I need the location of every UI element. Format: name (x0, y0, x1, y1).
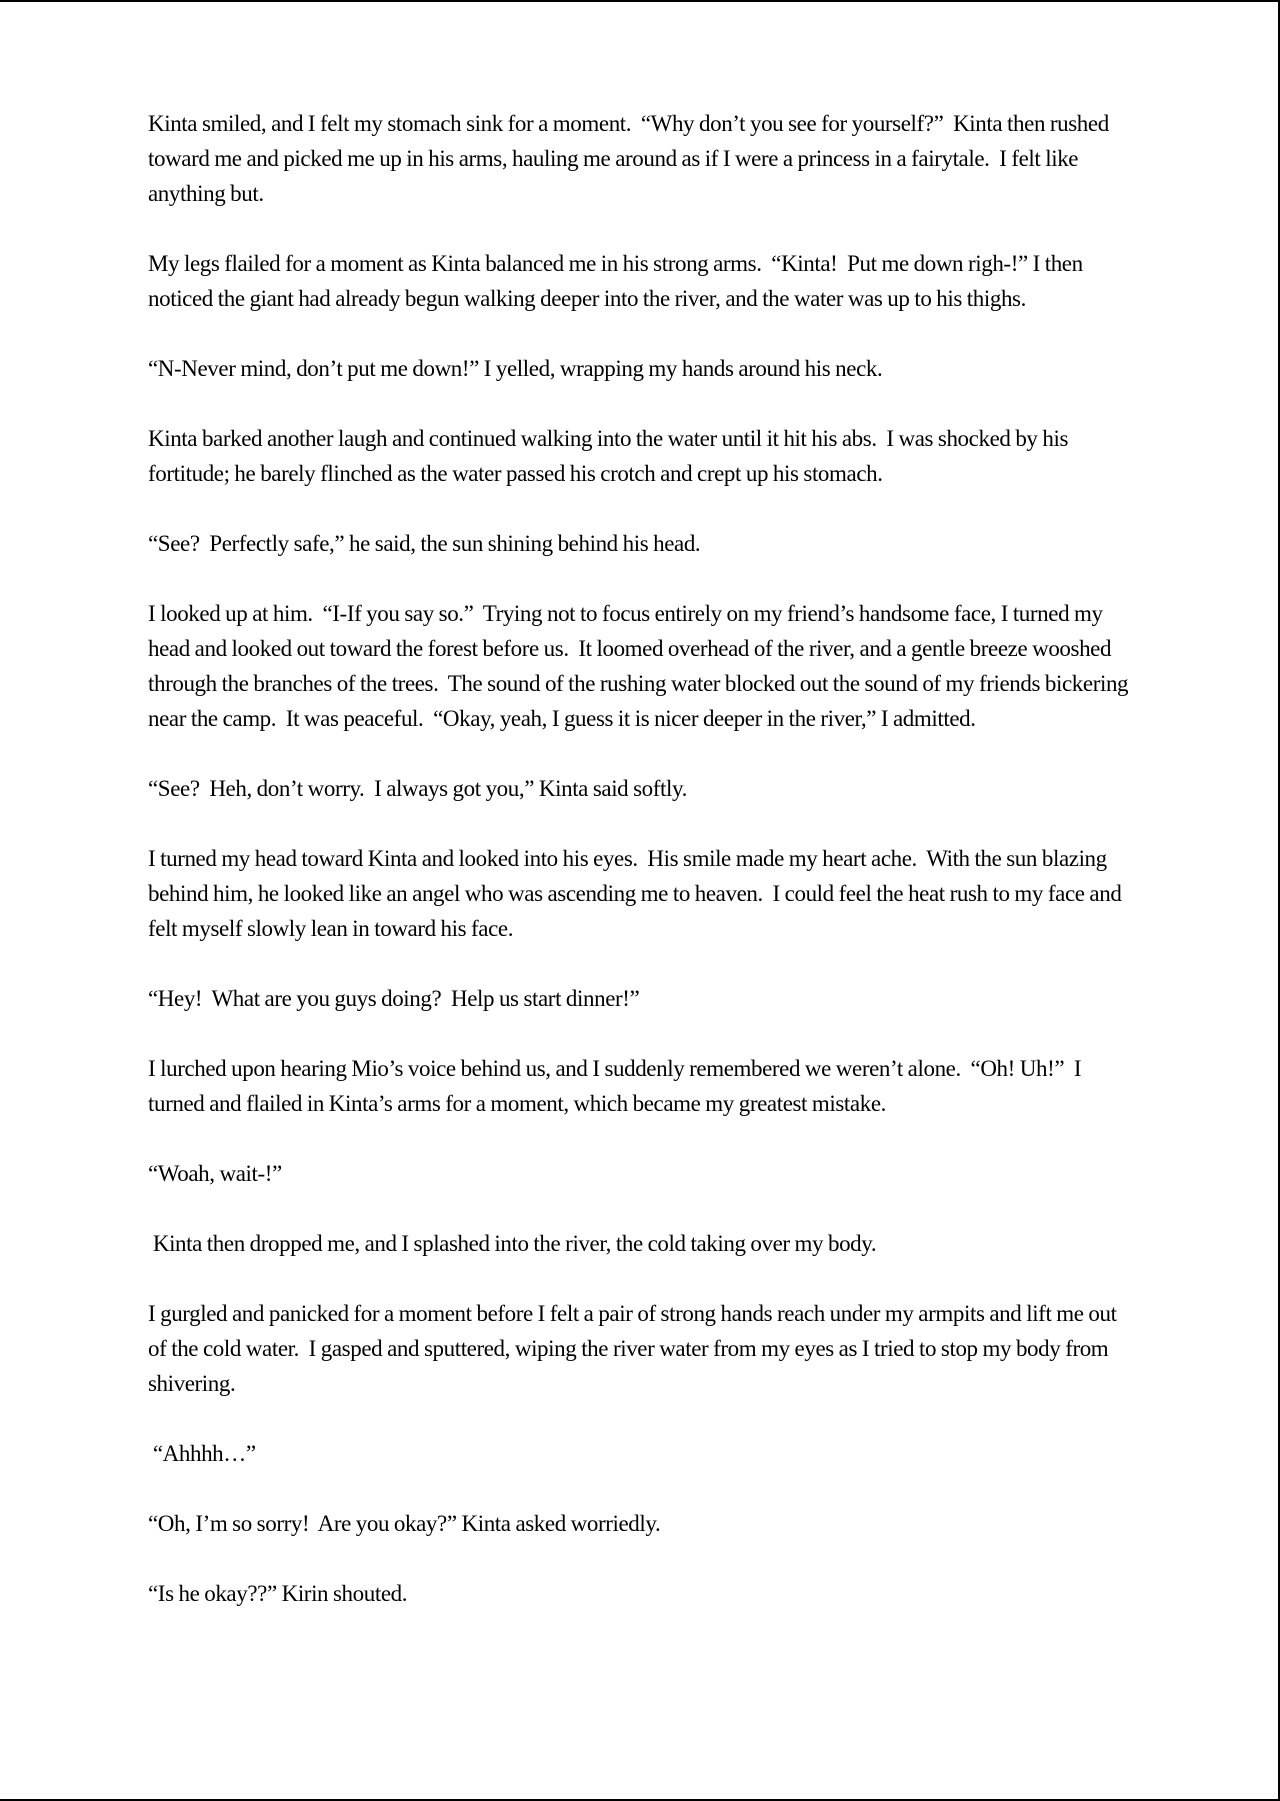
paragraph: “Oh, I’m so sorry! Are you okay?” Kinta asked worriedly. (148, 1511, 661, 1536)
paragraph: Kinta barked another laugh and continued walking into the water until it hit his abs. I was shocked by his fortitude; he barely flinched as the water passed his crotch and crept up his stomach. (148, 426, 1073, 486)
paragraph: “Ahhhh…” (148, 1441, 256, 1466)
paragraph: I looked up at him. “I-If you say so.” Trying not to focus entirely on my friend’s handsome face, I turned my head and looked out toward the forest before us. It loomed overhead of the river, and a gentle breeze wooshed through the branches of the trees. The sound of the rushing water blocked out the sound of my friends bickering near the camp. It was peaceful. “Okay, yeah, I guess it is nicer deeper in the river,” I admitted. (148, 601, 1134, 731)
paragraph: “Woah, wait-!” (148, 1161, 282, 1186)
paragraph: I turned my head toward Kinta and looked into his eyes. His smile made my heart ache. With the sun blazing behind him, he looked like an angel who was ascending me to heaven. I could feel the heat rush to my face and felt myself slowly lean in toward his face. (148, 846, 1127, 941)
paragraph: “See? Heh, don’t worry. I always got you,” Kinta said softly. (148, 776, 687, 801)
paragraph: My legs flailed for a moment as Kinta balanced me in his strong arms. “Kinta! Put me down righ-!” I then noticed the giant had already begun walking deeper into the river, and the water was up to his thighs. (148, 251, 1088, 311)
paragraph: I lurched upon hearing Mio’s voice behind us, and I suddenly remembered we weren’t alone. “Oh! Uh!” I turned and flailed in Kinta’s arms for a moment, which became my greatest mistake. (148, 1056, 1086, 1116)
document-body (148, 106, 1138, 1646)
paragraph: Kinta smiled, and I felt my stomach sink for a moment. “Why don’t you see for yourself?” Kinta then rushed toward me and picked me up in his arms, hauling me around as if I were a princess in a fairytale. I felt like anything but. (148, 111, 1114, 206)
paragraph: “Hey! What are you guys doing? Help us start dinner!” (148, 986, 640, 1011)
paragraph: “N-Never mind, don’t put me down!” I yelled, wrapping my hands around his neck. (148, 356, 883, 381)
paragraph: I gurgled and panicked for a moment before I felt a pair of strong hands reach under my armpits and lift me out of the cold water. I gasped and sputtered, wiping the river water from my eyes as I tried to stop my body from shivering. (148, 1301, 1122, 1396)
paragraph: Kinta then dropped me, and I splashed into the river, the cold taking over my body. (148, 1231, 877, 1256)
paragraph: “Is he okay??” Kirin shouted. (148, 1581, 408, 1606)
paragraph: “See? Perfectly safe,” he said, the sun shining behind his head. (148, 531, 701, 556)
